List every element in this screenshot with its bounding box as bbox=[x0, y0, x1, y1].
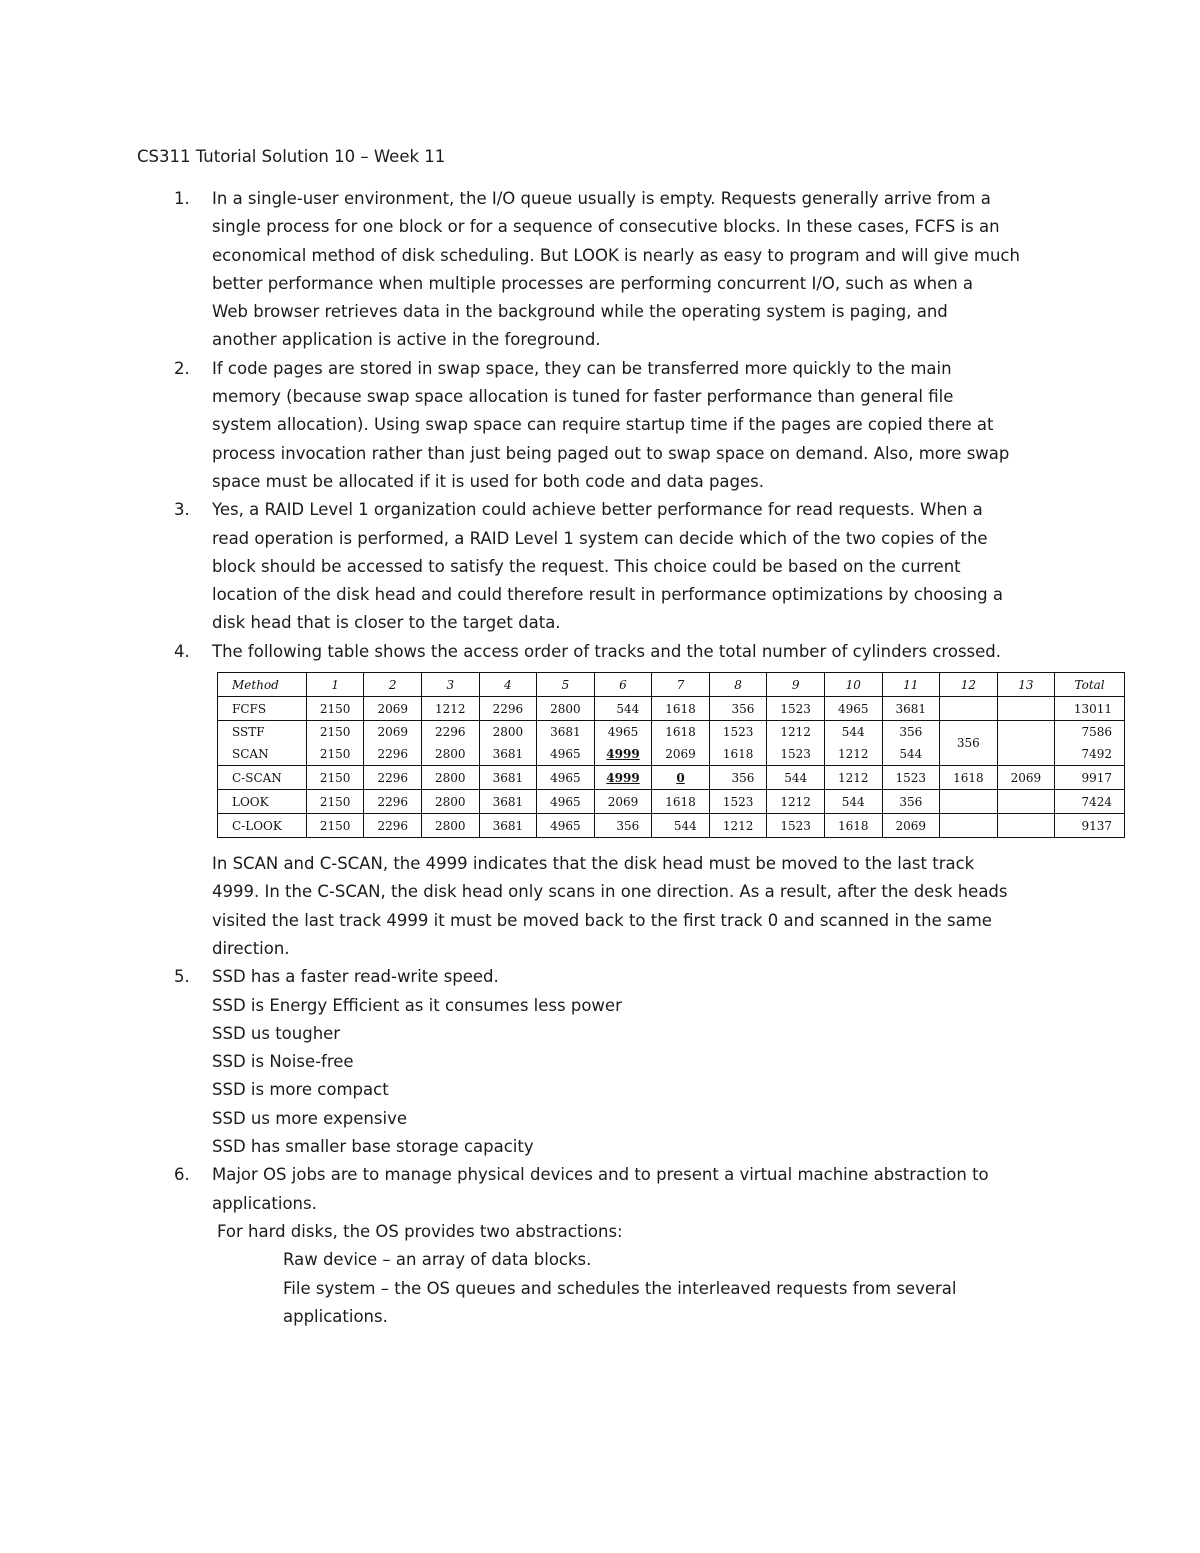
table-cell: 2296 bbox=[364, 814, 422, 838]
table-header-cell: 5 bbox=[537, 673, 595, 697]
table-cell bbox=[997, 697, 1055, 721]
paragraph-line: memory (because swap space allocation is tuned for faster performance than general file bbox=[212, 387, 954, 407]
table-cell: 356 bbox=[709, 697, 767, 721]
answer-6 bbox=[137, 1161, 1072, 1331]
table-row-cscan bbox=[218, 766, 1125, 790]
paragraph-line: Yes, a RAID Level 1 organization could achieve better performance for read requests. When a bbox=[212, 500, 983, 520]
table-cell: 544 bbox=[824, 790, 882, 814]
table-cell: 1212 bbox=[767, 790, 825, 814]
method-cell: FCFS bbox=[218, 697, 307, 721]
paragraph-line: better performance when multiple processes are performing concurrent I/O, such as when a bbox=[212, 273, 974, 293]
table-cell: 0 bbox=[652, 766, 710, 790]
table-cell: 4965 bbox=[824, 697, 882, 721]
paragraph-line: single process for one block or for a sequence of consecutive blocks. In these cases, FCFS is an bbox=[212, 217, 1000, 237]
table-cell: 544 1212 bbox=[824, 721, 882, 766]
paragraph-line: process invocation rather than just being paged out to swap space on demand. Also, more swap bbox=[212, 443, 1010, 463]
page-title: CS311 Tutorial Solution 10 – Week 11 bbox=[137, 147, 446, 166]
paragraph-line: SSD is more compact bbox=[212, 1080, 389, 1100]
table-cell: 2150 bbox=[306, 766, 364, 790]
method-cell: C-SCAN bbox=[218, 766, 307, 790]
table-cell: 1523 1618 bbox=[709, 721, 767, 766]
table-cell: 356 bbox=[709, 766, 767, 790]
table-cell: 4965 bbox=[537, 814, 595, 838]
list-number: 2. bbox=[174, 358, 190, 378]
table-cell: 1212 1523 bbox=[767, 721, 825, 766]
table-cell: 3681 bbox=[479, 766, 537, 790]
paragraph-line: space must be allocated if it is used for both code and data pages. bbox=[212, 471, 765, 491]
paragraph-line: SSD is Noise-free bbox=[212, 1052, 354, 1072]
table-header-cell: Total bbox=[1055, 673, 1125, 697]
list-number: 6. bbox=[174, 1165, 190, 1185]
table-cell: 2800 bbox=[422, 790, 480, 814]
table-header-cell: 2 bbox=[364, 673, 422, 697]
table-cell: 2069 bbox=[882, 814, 940, 838]
paragraph-line: disk head that is closer to the target data. bbox=[212, 613, 561, 633]
table-cell: 2296 bbox=[364, 766, 422, 790]
table-cell: 2296 2800 bbox=[422, 721, 480, 766]
paragraph-line: For hard disks, the OS provides two abstractions: bbox=[217, 1221, 623, 1241]
paragraph-line: Major OS jobs are to manage physical devices and to present a virtual machine abstraction to bbox=[212, 1165, 989, 1185]
table-cell: 1618 bbox=[652, 790, 710, 814]
answer-5 bbox=[137, 963, 1072, 1161]
paragraph-line: 4999. In the C-SCAN, the disk head only scans in one direction. As a result, after the desk heads bbox=[212, 882, 1008, 902]
table-cell bbox=[997, 814, 1055, 838]
table-row-sstf-scan bbox=[218, 721, 1125, 766]
table-header-cell: Method bbox=[218, 673, 307, 697]
table-cell: 2800 bbox=[537, 697, 595, 721]
table-cell bbox=[997, 790, 1055, 814]
total-cell: 9137 bbox=[1055, 814, 1125, 838]
answer-3 bbox=[137, 496, 1072, 637]
total-cell: 9917 bbox=[1055, 766, 1125, 790]
total-cell: 7424 bbox=[1055, 790, 1125, 814]
answer-1 bbox=[137, 185, 1072, 355]
method-cell: LOOK bbox=[218, 790, 307, 814]
table-cell: 2069 2296 bbox=[364, 721, 422, 766]
answer-4 bbox=[137, 638, 1112, 963]
table-cell: 1212 bbox=[422, 697, 480, 721]
disk-scheduling-table bbox=[217, 672, 1125, 838]
table-cell: 1523 bbox=[709, 790, 767, 814]
table-cell bbox=[940, 814, 998, 838]
table-header-cell: 10 bbox=[824, 673, 882, 697]
table-cell: 2150 bbox=[306, 814, 364, 838]
paragraph-line: Web browser retrieves data in the background while the operating system is paging, and bbox=[212, 302, 948, 322]
table-cell: 3681 bbox=[479, 790, 537, 814]
table-header-cell: 13 bbox=[997, 673, 1055, 697]
paragraph-line: direction. bbox=[212, 938, 290, 958]
table-cell: 356 bbox=[940, 721, 998, 766]
table-header-cell: 8 bbox=[709, 673, 767, 697]
table-header-cell: 3 bbox=[422, 673, 480, 697]
paragraph-line: another application is active in the foreground. bbox=[212, 330, 601, 350]
table-header-cell: 1 bbox=[306, 673, 364, 697]
paragraph-line: economical method of disk scheduling. But LOOK is nearly as easy to program and will give much bbox=[212, 245, 1020, 265]
list-number: 3. bbox=[174, 500, 190, 520]
table-cell: 4965 bbox=[537, 790, 595, 814]
paragraph-line: If code pages are stored in swap space, they can be transferred more quickly to the main bbox=[212, 358, 952, 378]
paragraph-line: system allocation). Using swap space can require startup time if the pages are copied there at bbox=[212, 415, 994, 435]
list-number: 5. bbox=[174, 967, 190, 987]
table-cell: 544 bbox=[767, 766, 825, 790]
table-cell: 1523 bbox=[767, 814, 825, 838]
table-header-cell: 6 bbox=[594, 673, 652, 697]
table-cell: 1618 2069 bbox=[652, 721, 710, 766]
answer-2 bbox=[137, 355, 1072, 496]
table-cell: 356 544 bbox=[882, 721, 940, 766]
table-cell: 2150 bbox=[306, 697, 364, 721]
answer-list bbox=[137, 185, 1112, 1331]
method-cell: C-LOOK bbox=[218, 814, 307, 838]
table-cell: 356 bbox=[882, 790, 940, 814]
paragraph-line: location of the disk head and could therefore result in performance optimizations by choosing a bbox=[212, 585, 1003, 605]
paragraph-line: read operation is performed, a RAID Level 1 system can decide which of the two copies of the bbox=[212, 528, 988, 548]
table-cell bbox=[997, 721, 1055, 766]
table-cell: 1523 bbox=[767, 697, 825, 721]
paragraph-line: applications. bbox=[283, 1306, 388, 1326]
method-cell: SSTF SCAN bbox=[218, 721, 307, 766]
list-number: 4. bbox=[174, 641, 190, 661]
table-cell bbox=[940, 697, 998, 721]
table-cell: 2069 bbox=[364, 697, 422, 721]
paragraph-line: In a single-user environment, the I/O queue usually is empty. Requests generally arrive from a bbox=[212, 189, 991, 208]
table-row-fcfs bbox=[218, 697, 1125, 721]
paragraph-line: The following table shows the access order of tracks and the total number of cylinders crossed. bbox=[212, 641, 1002, 661]
table-header-cell: 4 bbox=[479, 673, 537, 697]
table-cell: 4965 bbox=[537, 766, 595, 790]
table-cell: 1523 bbox=[882, 766, 940, 790]
disk-scheduling-table-wrapper bbox=[217, 672, 1112, 838]
table-row-look bbox=[218, 790, 1125, 814]
table-cell: 2296 bbox=[364, 790, 422, 814]
table-cell: 356 bbox=[594, 814, 652, 838]
table-header-cell: 11 bbox=[882, 673, 940, 697]
table-cell: 4965 4999 bbox=[594, 721, 652, 766]
paragraph-line: visited the last track 4999 it must be moved back to the first track 0 and scanned in the same bbox=[212, 910, 992, 930]
table-cell bbox=[940, 790, 998, 814]
paragraph-line: SSD has smaller base storage capacity bbox=[212, 1137, 534, 1157]
table-cell: 2150 bbox=[306, 790, 364, 814]
paragraph-line: Raw device – an array of data blocks. bbox=[283, 1250, 592, 1270]
table-cell: 4999 bbox=[594, 766, 652, 790]
paragraph-line: In SCAN and C-SCAN, the 4999 indicates that the disk head must be moved to the last track bbox=[212, 854, 975, 874]
table-header-cell: 7 bbox=[652, 673, 710, 697]
table-cell: 3681 bbox=[479, 814, 537, 838]
table-cell: 2296 bbox=[479, 697, 537, 721]
list-number: 1. bbox=[174, 189, 190, 208]
table-cell: 1618 bbox=[652, 697, 710, 721]
table-cell: 2069 bbox=[997, 766, 1055, 790]
paragraph-line: SSD is Energy Efficient as it consumes less power bbox=[212, 995, 622, 1015]
paragraph-line: SSD us tougher bbox=[212, 1023, 341, 1043]
table-cell: 2800 3681 bbox=[479, 721, 537, 766]
total-cell: 13011 bbox=[1055, 697, 1125, 721]
table-header-row bbox=[218, 673, 1125, 697]
table-cell: 544 bbox=[652, 814, 710, 838]
table-cell: 1618 bbox=[824, 814, 882, 838]
table-cell: 544 bbox=[594, 697, 652, 721]
paragraph-line: applications. bbox=[212, 1193, 317, 1213]
paragraph-line: SSD us more expensive bbox=[212, 1108, 407, 1128]
table-cell: 1618 bbox=[940, 766, 998, 790]
table-cell: 2800 bbox=[422, 814, 480, 838]
table-cell: 1212 bbox=[824, 766, 882, 790]
table-header-cell: 12 bbox=[940, 673, 998, 697]
table-cell: 2069 bbox=[594, 790, 652, 814]
table-cell: 3681 bbox=[882, 697, 940, 721]
paragraph-line: SSD has a faster read-write speed. bbox=[212, 967, 499, 987]
table-cell: 3681 4965 bbox=[537, 721, 595, 766]
paragraph-line: block should be accessed to satisfy the request. This choice could be based on the current bbox=[212, 556, 961, 576]
table-cell: 2800 bbox=[422, 766, 480, 790]
table-row-clook bbox=[218, 814, 1125, 838]
paragraph-line: File system – the OS queues and schedules the interleaved requests from several bbox=[283, 1278, 957, 1298]
total-cell: 7586 7492 bbox=[1055, 721, 1125, 766]
table-header-cell: 9 bbox=[767, 673, 825, 697]
table-cell: 2150 2150 bbox=[306, 721, 364, 766]
table-cell: 1212 bbox=[709, 814, 767, 838]
